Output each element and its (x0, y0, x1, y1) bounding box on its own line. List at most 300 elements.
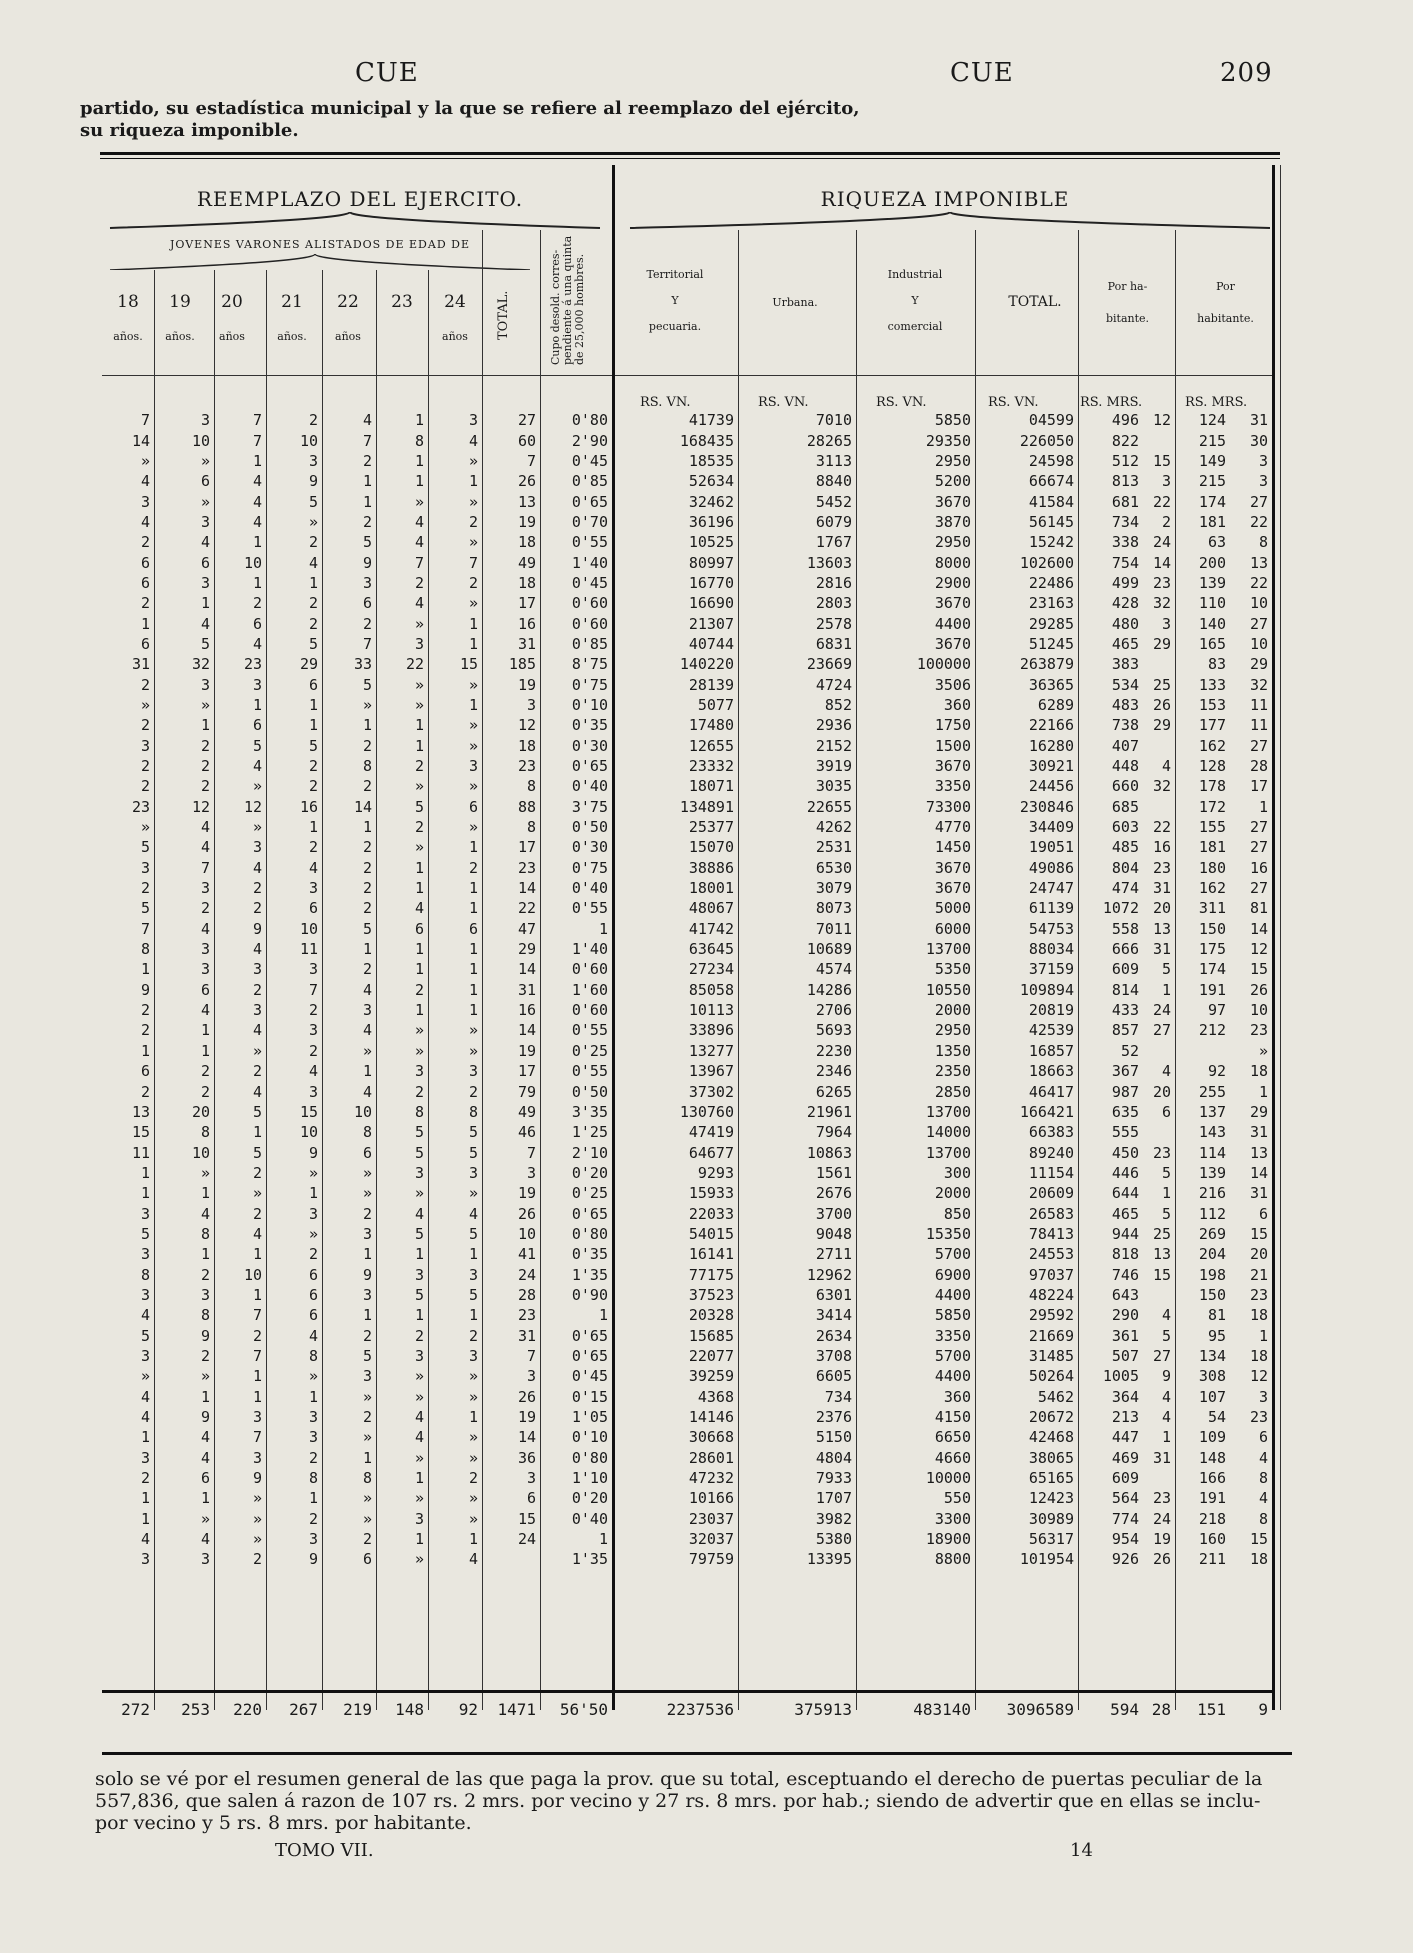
table-cell: 4 (1258, 1448, 1268, 1467)
total-ph2-rs: 151 (1197, 1699, 1226, 1719)
table-cell: 1 (252, 1367, 262, 1386)
table-cell: » (200, 492, 210, 511)
table-cell: 4 (200, 1204, 210, 1223)
table-cell: 3982 (815, 1509, 852, 1528)
table-cell: 1 (414, 411, 424, 430)
table-cell: 61139 (1028, 899, 1074, 918)
table-cell: 12 (243, 797, 262, 816)
table-cell: 0'90 (571, 1285, 608, 1304)
table-cell: 10 (243, 553, 262, 572)
table-row (102, 980, 1272, 1000)
table-cell: 13 (131, 1102, 150, 1121)
table-cell: 32 (1249, 675, 1268, 694)
table-cell: 15 (299, 1102, 318, 1121)
table-cell: 2850 (934, 1082, 971, 1101)
total-industrial: 483140 (913, 1699, 971, 1719)
unit-industrial: RS. VN. (876, 395, 927, 410)
table-cell: 213 (1111, 1408, 1139, 1427)
table-cell: 134891 (679, 797, 734, 816)
table-cell: 3670 (934, 594, 971, 613)
table-cell: 2 (252, 594, 262, 613)
table-cell: 14 (131, 431, 150, 450)
table-cell: 10 (1249, 594, 1268, 613)
table-cell: 24 (517, 1530, 536, 1549)
table-cell: 24 (1152, 1001, 1171, 1020)
table-cell: 822 (1111, 431, 1139, 450)
table-cell: 4 (140, 512, 150, 531)
table-cell: 2346 (815, 1062, 852, 1081)
age-21-unit: años. (277, 330, 307, 343)
table-cell: 3 (308, 1204, 318, 1223)
table-cell: 2000 (934, 1184, 971, 1203)
table-cell: 1 (414, 1469, 424, 1488)
total-18: 272 (121, 1699, 150, 1719)
table-cell: 496 (1111, 411, 1139, 430)
table-cell: 14286 (806, 980, 852, 999)
table-cell: 48067 (688, 899, 734, 918)
table-cell: 2 (362, 512, 372, 531)
table-cell: 5 (362, 675, 372, 694)
table-cell: 1 (200, 1021, 210, 1040)
table-cell: 11 (299, 940, 318, 959)
table-cell: 23 (1152, 1143, 1171, 1162)
table-cell: 3 (468, 1265, 478, 1284)
totals-row (102, 1697, 1272, 1721)
table-cell: 3 (200, 940, 210, 959)
table-cell: 1 (414, 736, 424, 755)
pecuaria-label: pecuaria. (648, 320, 702, 333)
table-cell: 2 (468, 512, 478, 531)
table-cell: 172 (1198, 797, 1226, 816)
table-cell: 10 (191, 1143, 210, 1162)
table-cell: 3 (140, 1204, 150, 1223)
table-row (102, 1509, 1272, 1529)
table-cell: 32 (1152, 777, 1171, 796)
table-cell: 3 (414, 1346, 424, 1365)
table-row (102, 1387, 1272, 1407)
table-cell: 485 (1111, 838, 1139, 857)
table-cell: » (200, 1509, 210, 1528)
table-cell: 1 (468, 940, 478, 959)
table-cell: 2 (200, 1346, 210, 1365)
table-cell: 550 (943, 1489, 971, 1508)
table-cell: 230846 (1019, 797, 1074, 816)
table-cell: 609 (1111, 1469, 1139, 1488)
table-cell: 150 (1198, 919, 1226, 938)
total-territorial: 2237536 (666, 1699, 734, 1719)
table-cell: 2 (362, 777, 372, 796)
table-cell: 7 (362, 431, 372, 450)
table-cell: 1 (362, 1448, 372, 1467)
table-cell: 17 (1249, 777, 1268, 796)
table-cell: 0'40 (571, 777, 608, 796)
table-cell: 18 (517, 533, 536, 552)
table-cell: 38065 (1028, 1448, 1074, 1467)
table-cell: 3 (308, 879, 318, 898)
table-row (102, 919, 1272, 939)
table-cell: 5 (414, 1285, 424, 1304)
table-cell: 4 (200, 1530, 210, 1549)
table-cell: 483 (1111, 695, 1139, 714)
table-cell: 21307 (688, 614, 734, 633)
table-cell: 0'65 (571, 1326, 608, 1345)
table-row (102, 613, 1272, 633)
table-cell: 31 (1249, 1184, 1268, 1203)
table-cell: 5 (362, 533, 372, 552)
table-cell: 20 (1249, 1245, 1268, 1264)
table-cell: 9 (140, 980, 150, 999)
table-cell: 1 (200, 1387, 210, 1406)
table-cell: 6530 (815, 858, 852, 877)
table-cell: 1 (414, 451, 424, 470)
table-cell: 734 (824, 1387, 852, 1406)
table-cell: 734 (1111, 512, 1139, 531)
table-cell: 2 (362, 899, 372, 918)
running-head-center: CUE (950, 58, 1014, 88)
table-cell: 857 (1111, 1021, 1139, 1040)
table-cell: 1 (308, 573, 318, 592)
table-cell: 15070 (688, 838, 734, 857)
table-cell: 12 (1249, 940, 1268, 959)
table-cell: 137 (1198, 1102, 1226, 1121)
table-cell: 6 (308, 1306, 318, 1325)
table-cell: 2 (362, 960, 372, 979)
table-cell: 954 (1111, 1530, 1139, 1549)
table-cell: 26 (1152, 695, 1171, 714)
table-cell: 7010 (815, 411, 852, 430)
table-cell: 1 (140, 614, 150, 633)
table-cell: 6605 (815, 1367, 852, 1386)
table-cell: 6 (362, 1143, 372, 1162)
table-cell: 4262 (815, 818, 852, 837)
table-cell: 2000 (934, 1001, 971, 1020)
table-cell: 1 (140, 960, 150, 979)
table-row (102, 1529, 1272, 1549)
table-cell: 174 (1198, 960, 1226, 979)
table-cell: 49 (517, 1102, 536, 1121)
table-cell: 2 (468, 573, 478, 592)
table-cell: 4 (252, 512, 262, 531)
table-cell: » (468, 675, 478, 694)
table-cell: » (362, 1428, 372, 1447)
table-cell: 26 (517, 1204, 536, 1223)
table-cell: 534 (1111, 675, 1139, 694)
table-cell: 1 (468, 1408, 478, 1427)
table-cell: 1'35 (571, 1550, 608, 1569)
table-cell: 38886 (688, 858, 734, 877)
table-row (102, 858, 1272, 878)
table-cell: 100000 (916, 655, 971, 674)
table-cell: 4 (1161, 1306, 1171, 1325)
table-row (102, 1061, 1272, 1081)
total-19: 253 (181, 1699, 210, 1719)
table-cell: 5 (414, 1224, 424, 1243)
table-cell: 0'50 (571, 1082, 608, 1101)
table-cell: 143 (1198, 1123, 1226, 1142)
table-cell: 8 (362, 1469, 372, 1488)
table-cell: 643 (1111, 1285, 1139, 1304)
table-cell: 18535 (688, 451, 734, 470)
table-cell: 660 (1111, 777, 1139, 796)
table-cell: 447 (1111, 1428, 1139, 1447)
table-cell: » (414, 695, 424, 714)
table-cell: 4574 (815, 960, 852, 979)
table-cell: 2 (308, 594, 318, 613)
table-cell: 56145 (1028, 512, 1074, 531)
table-cell: 1 (1161, 1428, 1171, 1447)
table-cell: 5350 (934, 960, 971, 979)
table-cell: 140220 (679, 655, 734, 674)
table-cell: 3350 (934, 1326, 971, 1345)
table-cell: 150 (1198, 1285, 1226, 1304)
table-cell: 2 (140, 1001, 150, 1020)
table-cell: 28 (517, 1285, 536, 1304)
table-cell: 2 (252, 1550, 262, 1569)
table-cell: » (414, 614, 424, 633)
table-cell: 3 (140, 1285, 150, 1304)
table-cell: 180 (1198, 858, 1226, 877)
table-cell: 2376 (815, 1408, 852, 1427)
table-cell: 10166 (688, 1489, 734, 1508)
table-cell: 7964 (815, 1123, 852, 1142)
table-cell: 28601 (688, 1448, 734, 1467)
table-cell: 56317 (1028, 1530, 1074, 1549)
table-cell: 63 (1207, 533, 1226, 552)
footer-line-3: por vecino y 5 rs. 8 mrs. por habitante. (95, 1812, 472, 1834)
table-cell: 5 (1161, 1326, 1171, 1345)
table-cell: 54015 (688, 1224, 734, 1243)
table-cell: 5452 (815, 492, 852, 511)
table-cell: 1 (468, 1306, 478, 1325)
table-cell: 16857 (1028, 1041, 1074, 1060)
table-cell: 361 (1111, 1326, 1139, 1345)
table-cell: 31 (517, 980, 536, 999)
table-cell: 3870 (934, 512, 971, 531)
table-cell: 10 (299, 919, 318, 938)
table-cell: 4 (200, 919, 210, 938)
unit-urbana: RS. VN. (758, 395, 809, 410)
table-cell: 7 (252, 1428, 262, 1447)
table-cell: 22486 (1028, 573, 1074, 592)
table-cell: 5850 (934, 411, 971, 430)
table-cell: 3079 (815, 879, 852, 898)
table-cell: » (468, 716, 478, 735)
table-row (102, 1407, 1272, 1427)
table-cell: » (362, 695, 372, 714)
total-24: 92 (458, 1699, 478, 1719)
table-cell: 5 (468, 1143, 478, 1162)
table-cell: 0'75 (571, 858, 608, 877)
table-cell: 1707 (815, 1489, 852, 1508)
table-cell: 21961 (806, 1102, 852, 1121)
total-ph1-mrs: 28 (1151, 1699, 1171, 1719)
table-cell: 13603 (806, 553, 852, 572)
table-cell: 926 (1111, 1550, 1139, 1569)
table-cell: 3035 (815, 777, 852, 796)
table-cell: 3 (252, 675, 262, 694)
table-cell: 2 (414, 818, 424, 837)
table-cell: 5 (140, 899, 150, 918)
table-cell: 13700 (925, 1143, 971, 1162)
table-cell: 5 (468, 1123, 478, 1142)
table-cell: 3 (526, 1163, 536, 1182)
table-cell: 1 (308, 1387, 318, 1406)
table-cell: 102600 (1019, 553, 1074, 572)
table-cell: 3 (414, 634, 424, 653)
table-cell: » (414, 1184, 424, 1203)
table-cell: 0'50 (571, 818, 608, 837)
table-cell (1143, 430, 1175, 450)
table-cell: 3 (252, 838, 262, 857)
table-cell: 1 (1161, 1184, 1171, 1203)
table-cell: 2 (414, 573, 424, 592)
table-cell: 12655 (688, 736, 734, 755)
table-cell: 4804 (815, 1448, 852, 1467)
table-cell: 30989 (1028, 1509, 1074, 1528)
table-cell: 814 (1111, 980, 1139, 999)
table-cell: 18 (1249, 1306, 1268, 1325)
age-24-unit: años (442, 330, 468, 343)
table-cell: 29 (1152, 634, 1171, 653)
table-cell: 24456 (1028, 777, 1074, 796)
table-row (102, 776, 1272, 796)
age-19-unit: años. (165, 330, 195, 343)
table-cell: 23 (517, 858, 536, 877)
table-cell: 1 (362, 1245, 372, 1264)
table-cell: 3 (140, 492, 150, 511)
table-cell: 8 (140, 940, 150, 959)
table-cell: 1 (200, 1245, 210, 1264)
table-cell: 364 (1111, 1387, 1139, 1406)
table-cell: » (414, 838, 424, 857)
table-cell: 3670 (934, 858, 971, 877)
table-cell: 465 (1111, 634, 1139, 653)
table-cell: 51245 (1028, 634, 1074, 653)
table-cell: 19 (517, 512, 536, 531)
table-cell: 1 (252, 1387, 262, 1406)
table-cell: 2950 (934, 1021, 971, 1040)
age-18-unit: años. (113, 330, 143, 343)
table-cell (1143, 736, 1175, 756)
table-cell: 3 (308, 1530, 318, 1549)
table-cell: 10113 (688, 1001, 734, 1020)
table-cell: 433 (1111, 1001, 1139, 1020)
table-cell: 21669 (1028, 1326, 1074, 1345)
table-cell: 4 (468, 1204, 478, 1223)
table-cell: 2 (362, 451, 372, 470)
table-cell: 1500 (934, 736, 971, 755)
table-cell: 6265 (815, 1082, 852, 1101)
table-cell: 3 (140, 1346, 150, 1365)
table-cell: 4150 (934, 1408, 971, 1427)
table-cell: 101954 (1019, 1550, 1074, 1569)
table-cell: 1 (414, 858, 424, 877)
table-cell: 36196 (688, 512, 734, 531)
table-cell: 3 (526, 695, 536, 714)
table-cell: 1 (252, 451, 262, 470)
table-cell: 6 (308, 675, 318, 694)
table-cell: 4 (252, 472, 262, 491)
table-cell: 17480 (688, 716, 734, 735)
table-cell: 54753 (1028, 919, 1074, 938)
table-cell: 3 (140, 1448, 150, 1467)
table-cell: 2 (200, 757, 210, 776)
table-cell: 16141 (688, 1245, 734, 1264)
table-cell: 3113 (815, 451, 852, 470)
table-cell: 1 (140, 1184, 150, 1203)
table-cell: 0'65 (571, 1204, 608, 1223)
table-cell: 107 (1198, 1387, 1226, 1406)
table-cell: 0'45 (571, 573, 608, 592)
table-cell: 14000 (925, 1123, 971, 1142)
table-cell: 215 (1198, 472, 1226, 491)
table-cell: 12423 (1028, 1489, 1074, 1508)
table-cell: 48224 (1028, 1285, 1074, 1304)
page-number: 209 (1220, 58, 1273, 88)
table-cell: 1 (414, 960, 424, 979)
table-cell: 0'30 (571, 736, 608, 755)
table-cell: 13700 (925, 1102, 971, 1121)
table-cell: 3 (362, 1285, 372, 1304)
table-cell: 2 (414, 1082, 424, 1101)
table-cell: 28139 (688, 675, 734, 694)
brace-jovenes (110, 254, 530, 270)
table-cell: 2 (468, 1469, 478, 1488)
table-cell: 2 (362, 1204, 372, 1223)
table-cell: 1 (200, 1041, 210, 1060)
table-cell: 4 (200, 1428, 210, 1447)
table-cell: 0'60 (571, 1001, 608, 1020)
table-cell: 6 (468, 797, 478, 816)
table-cell: 29 (1249, 655, 1268, 674)
table-cell: 0'25 (571, 1184, 608, 1203)
table-cell: 850 (943, 1204, 971, 1223)
table-cell: 149 (1198, 451, 1226, 470)
table-row (102, 430, 1272, 450)
table-cell: 360 (943, 695, 971, 714)
table-cell: 3 (200, 879, 210, 898)
table-cell: 10 (299, 431, 318, 450)
age-21: 21 (281, 292, 303, 312)
table-cell: 29285 (1028, 614, 1074, 633)
table-cell: 0'65 (571, 1346, 608, 1365)
table-cell: 2 (308, 777, 318, 796)
table-cell: 6 (362, 594, 372, 613)
table-cell: 9 (252, 1469, 262, 1488)
table-cell: 4 (200, 1001, 210, 1020)
table-cell: 9 (362, 1265, 372, 1284)
table-cell: 4 (1161, 757, 1171, 776)
table-cell: 7 (526, 1346, 536, 1365)
table-cell: 175 (1198, 940, 1226, 959)
table-cell: 18 (517, 736, 536, 755)
table-cell: 3 (252, 1001, 262, 1020)
table-cell: 0'35 (571, 1245, 608, 1264)
table-cell: 4 (362, 1082, 372, 1101)
total-22: 219 (343, 1699, 372, 1719)
table-cell: 14 (517, 1428, 536, 1447)
table-row (102, 1468, 1272, 1488)
table-cell: 852 (824, 695, 852, 714)
table-cell: 9 (308, 1143, 318, 1162)
table-cell: 13395 (806, 1550, 852, 1569)
table-cell: 139 (1198, 573, 1226, 592)
table-cell: 41584 (1028, 492, 1074, 511)
table-cell: 21 (1249, 1265, 1268, 1284)
table-cell: 3 (468, 1163, 478, 1182)
table-row (102, 959, 1272, 979)
table-cell: 8073 (815, 899, 852, 918)
